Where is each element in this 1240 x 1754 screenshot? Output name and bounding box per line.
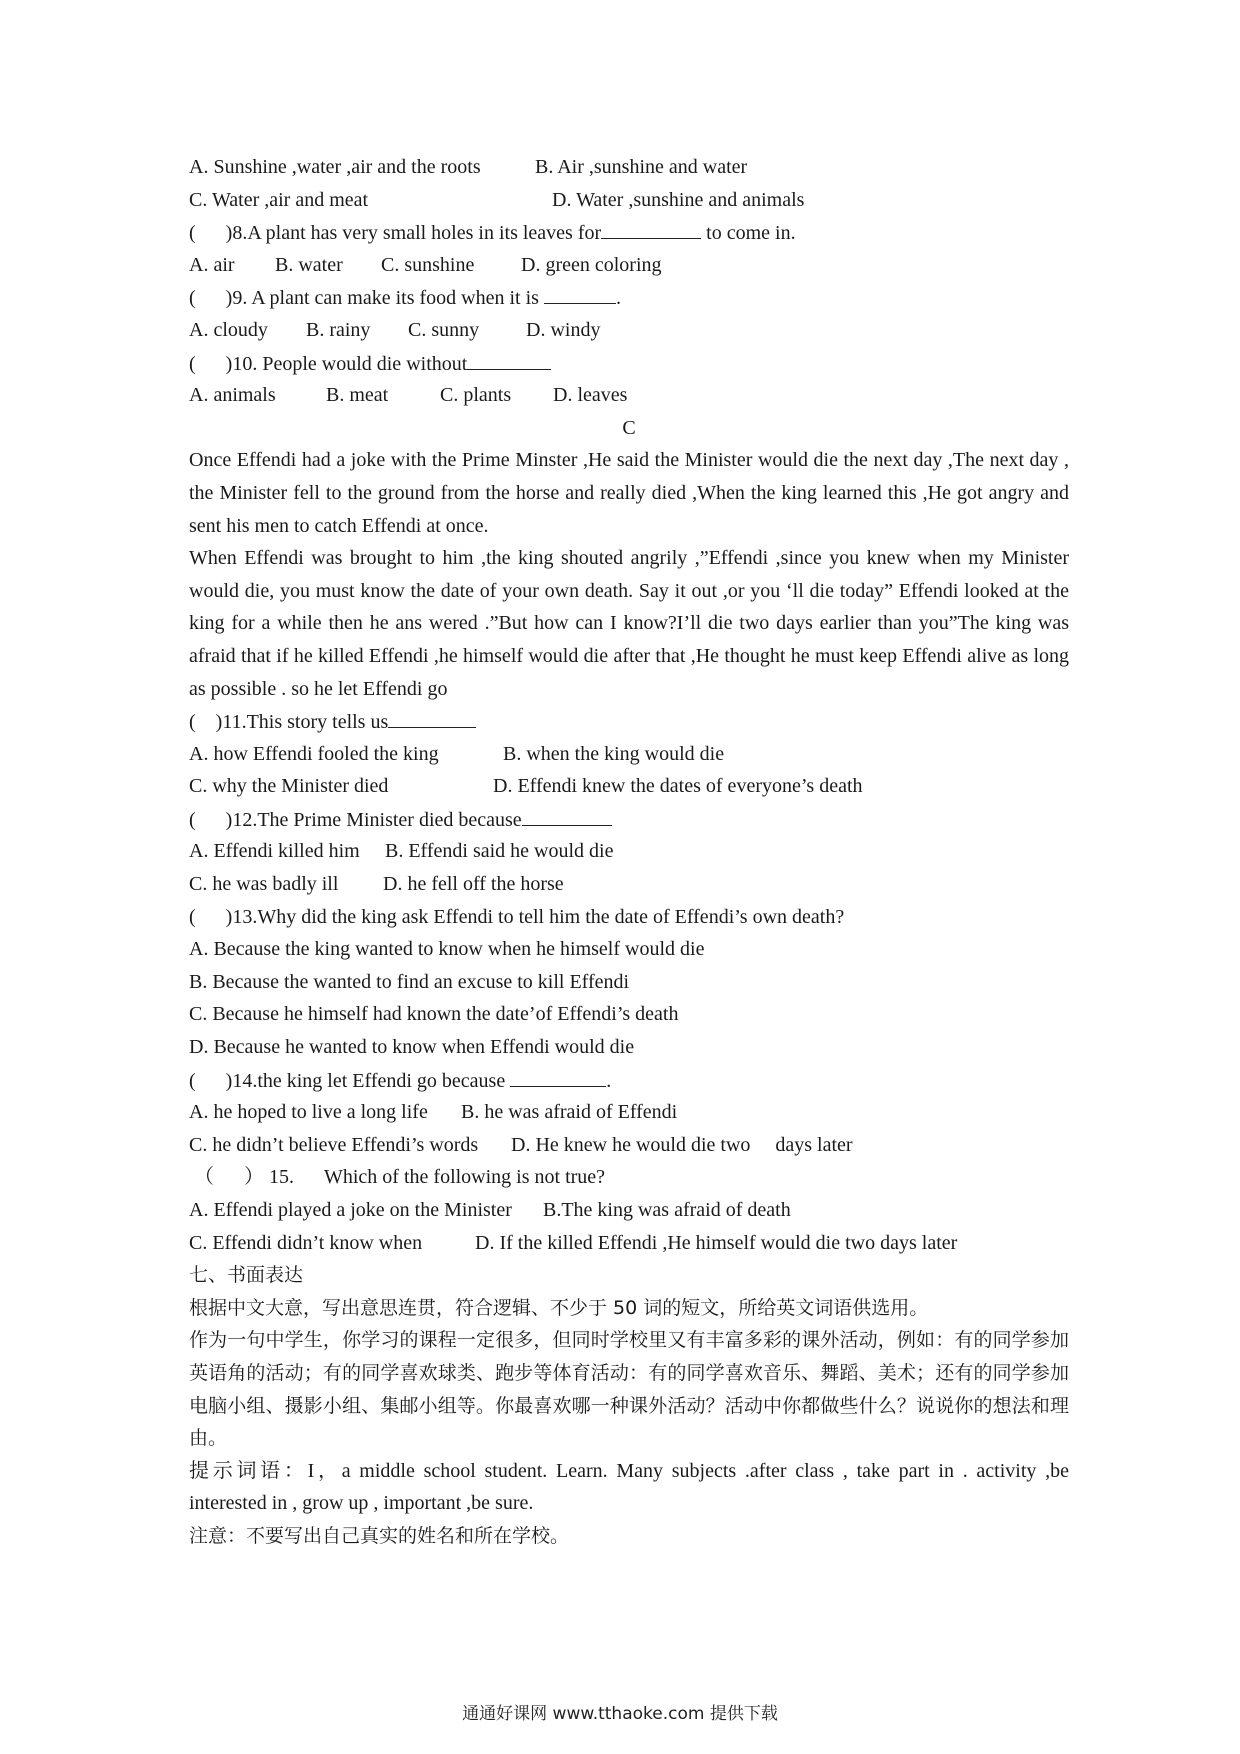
writing-prompt: 作为一句中学生，你学习的课程一定很多，但同时学校里又有丰富多彩的课外活动，例如：有的同学参加英语角的活动；有的同学喜欢球类、跑步等体育活动：有的同学喜欢音乐、舞蹈、美术；还有的同学参加电脑小组、摄影小组、集邮小组等。你最喜欢哪一种课外活动？活动中你都做些什么？说说你的想法和理由。 <box>189 1329 1069 1450</box>
q9-options <box>189 314 1069 347</box>
q10-option-a: A. animals <box>189 384 276 407</box>
q11-blank <box>388 705 476 728</box>
q15-options-row-1 <box>189 1194 1069 1227</box>
q15-question: （ ） 15. Which of the following is not true? <box>189 1166 606 1189</box>
q7-option-a: A. Sunshine ,water ,air and the roots <box>189 156 481 178</box>
q11-option-c: C. why the Minister died <box>189 775 389 798</box>
q14-option-a: A. he hoped to live a long life <box>189 1101 428 1124</box>
q8-stem-end: to come in. <box>701 222 796 245</box>
q8-question <box>189 216 1069 249</box>
q14-option-c: C. he didn’t believe Effendi’s words <box>189 1133 479 1156</box>
q14-option-b: B. he was afraid of Effendi <box>461 1101 678 1124</box>
q8-stem: ( )8.A plant has very small holes in its leaves for <box>189 222 602 245</box>
q14-blank <box>510 1064 606 1087</box>
passage-paragraph-2: When Effendi was brought to him ,the king shouted angrily ,”Effendi ,since you knew when my Minister would die, you must know the date of your own death. Say it out ,or you ‘ll die today” Effendi looked at the king for a while then he ans wered .”But how can I know?I’ll die two days earlier than you”The king was afraid that if he killed Effendi ,he himself would die after that ,He thought he must keep Effendi alive as long as possible . so he let Effendi go <box>189 547 1069 700</box>
q15-option-c: C. Effendi didn’t know when <box>189 1231 423 1254</box>
q11-options-row-2 <box>189 770 1069 803</box>
q14-stem: ( )14.the king let Effendi go because <box>189 1069 511 1092</box>
q13-option-a: A. Because the king wanted to know when he himself would die <box>189 938 705 961</box>
q7-option-b: B. Air ,sunshine and water <box>535 156 748 178</box>
q12-option-c: C. he was badly ill <box>189 873 339 896</box>
q14-options-row-1 <box>189 1096 1069 1129</box>
q9-question <box>189 281 1069 314</box>
q13-option-c: C. Because he himself had known the date’of Effendi’s death <box>189 1003 679 1026</box>
q10-question <box>189 347 1069 380</box>
q12-option-b: B. Effendi said he would die <box>385 840 614 863</box>
q9-option-b: B. rainy <box>306 318 371 341</box>
q12-stem: ( )12.The Prime Minister died because <box>189 808 522 831</box>
q12-question <box>189 803 1069 836</box>
q12-option-a: A. Effendi killed him <box>189 840 360 863</box>
writing-instruction: 根据中文大意，写出意思连贯，符合逻辑、不少于 50 词的短文，所给英文词语供选用。 <box>189 1296 929 1319</box>
q11-option-b: B. when the king would die <box>503 742 725 765</box>
writing-note: 注意：不要写出自己真实的姓名和所在学校。 <box>189 1524 570 1547</box>
page-footer: 通通好课网 www.tthaoke.com 提供下载 <box>462 1704 778 1724</box>
writing-hint: 提示词语：I，a middle school student. Learn. Many subjects .after class , take part in . activity ,be interested in , grow up , important ,be sure. <box>189 1459 1069 1515</box>
q10-stem: ( )10. People would die without <box>189 352 468 375</box>
q13-option-b: B. Because the wanted to find an excuse to kill Effendi <box>189 970 630 993</box>
q10-blank <box>467 347 551 370</box>
q12-options-row-1 <box>189 835 1069 868</box>
q9-stem: ( )9. A plant can make its food when it is <box>189 287 544 310</box>
worksheet-page <box>189 151 1069 1553</box>
q15-option-b: B.The king was afraid of death <box>543 1199 791 1221</box>
q8-option-d: D. green coloring <box>521 253 662 276</box>
q7-options-row-2 <box>189 184 1069 217</box>
q14-options-row-2 <box>189 1129 1069 1162</box>
q7-options-row-1 <box>189 151 1069 184</box>
q15-option-d: D. If the killed Effendi ,He himself would die two days later <box>475 1231 958 1254</box>
q11-stem: ( )11.This story tells us <box>189 711 389 734</box>
q9-option-d: D. windy <box>526 318 601 341</box>
q11-option-d: D. Effendi knew the dates of everyone’s death <box>493 775 863 798</box>
q8-option-b: B. water <box>275 253 343 276</box>
passage-paragraph-1: Once Effendi had a joke with the Prime Minster ,He said the Minister would die the next day ,The next day , the Minister fell to the ground from the horse and really died ,When the king learned this ,He got angry and sent his men to catch Effendi at once. <box>189 449 1069 537</box>
q13-option-d: D. Because he wanted to know when Effendi would die <box>189 1036 635 1059</box>
q10-option-d: D. leaves <box>553 384 628 407</box>
q10-option-c: C. plants <box>440 384 512 407</box>
q14-stem-end: . <box>606 1069 612 1092</box>
q11-options-row-1 <box>189 738 1069 771</box>
q9-blank <box>544 281 616 304</box>
q7-option-c: C. Water ,air and meat <box>189 188 369 211</box>
q14-option-d: D. He knew he would die two days later <box>511 1133 853 1156</box>
q10-options <box>189 379 1069 412</box>
q12-option-d: D. he fell off the horse <box>383 873 564 896</box>
q11-question <box>189 705 1069 738</box>
q15-options-row-2 <box>189 1227 1069 1260</box>
q9-option-c: C. sunny <box>408 318 480 341</box>
q12-options-row-2 <box>189 868 1069 901</box>
q11-option-a: A. how Effendi fooled the king <box>189 742 439 765</box>
q15-option-a: A. Effendi played a joke on the Minister <box>189 1199 512 1221</box>
writing-heading: 七、书面表达 <box>189 1264 304 1287</box>
q12-blank <box>522 803 612 826</box>
q8-blank <box>601 216 701 239</box>
q9-option-a: A. cloudy <box>189 318 268 341</box>
q13-question: ( )13.Why did the king ask Effendi to tell him the date of Effendi’s own death? <box>189 905 845 928</box>
q8-options <box>189 249 1069 282</box>
q10-option-b: B. meat <box>326 384 389 407</box>
q14-question <box>189 1064 1069 1097</box>
q8-option-a: A. air <box>189 253 235 276</box>
q8-option-c: C. sunshine <box>381 253 475 276</box>
section-c-label: C <box>622 416 636 439</box>
q7-option-d: D. Water ,sunshine and animals <box>552 188 805 211</box>
q9-stem-end: . <box>615 287 621 310</box>
